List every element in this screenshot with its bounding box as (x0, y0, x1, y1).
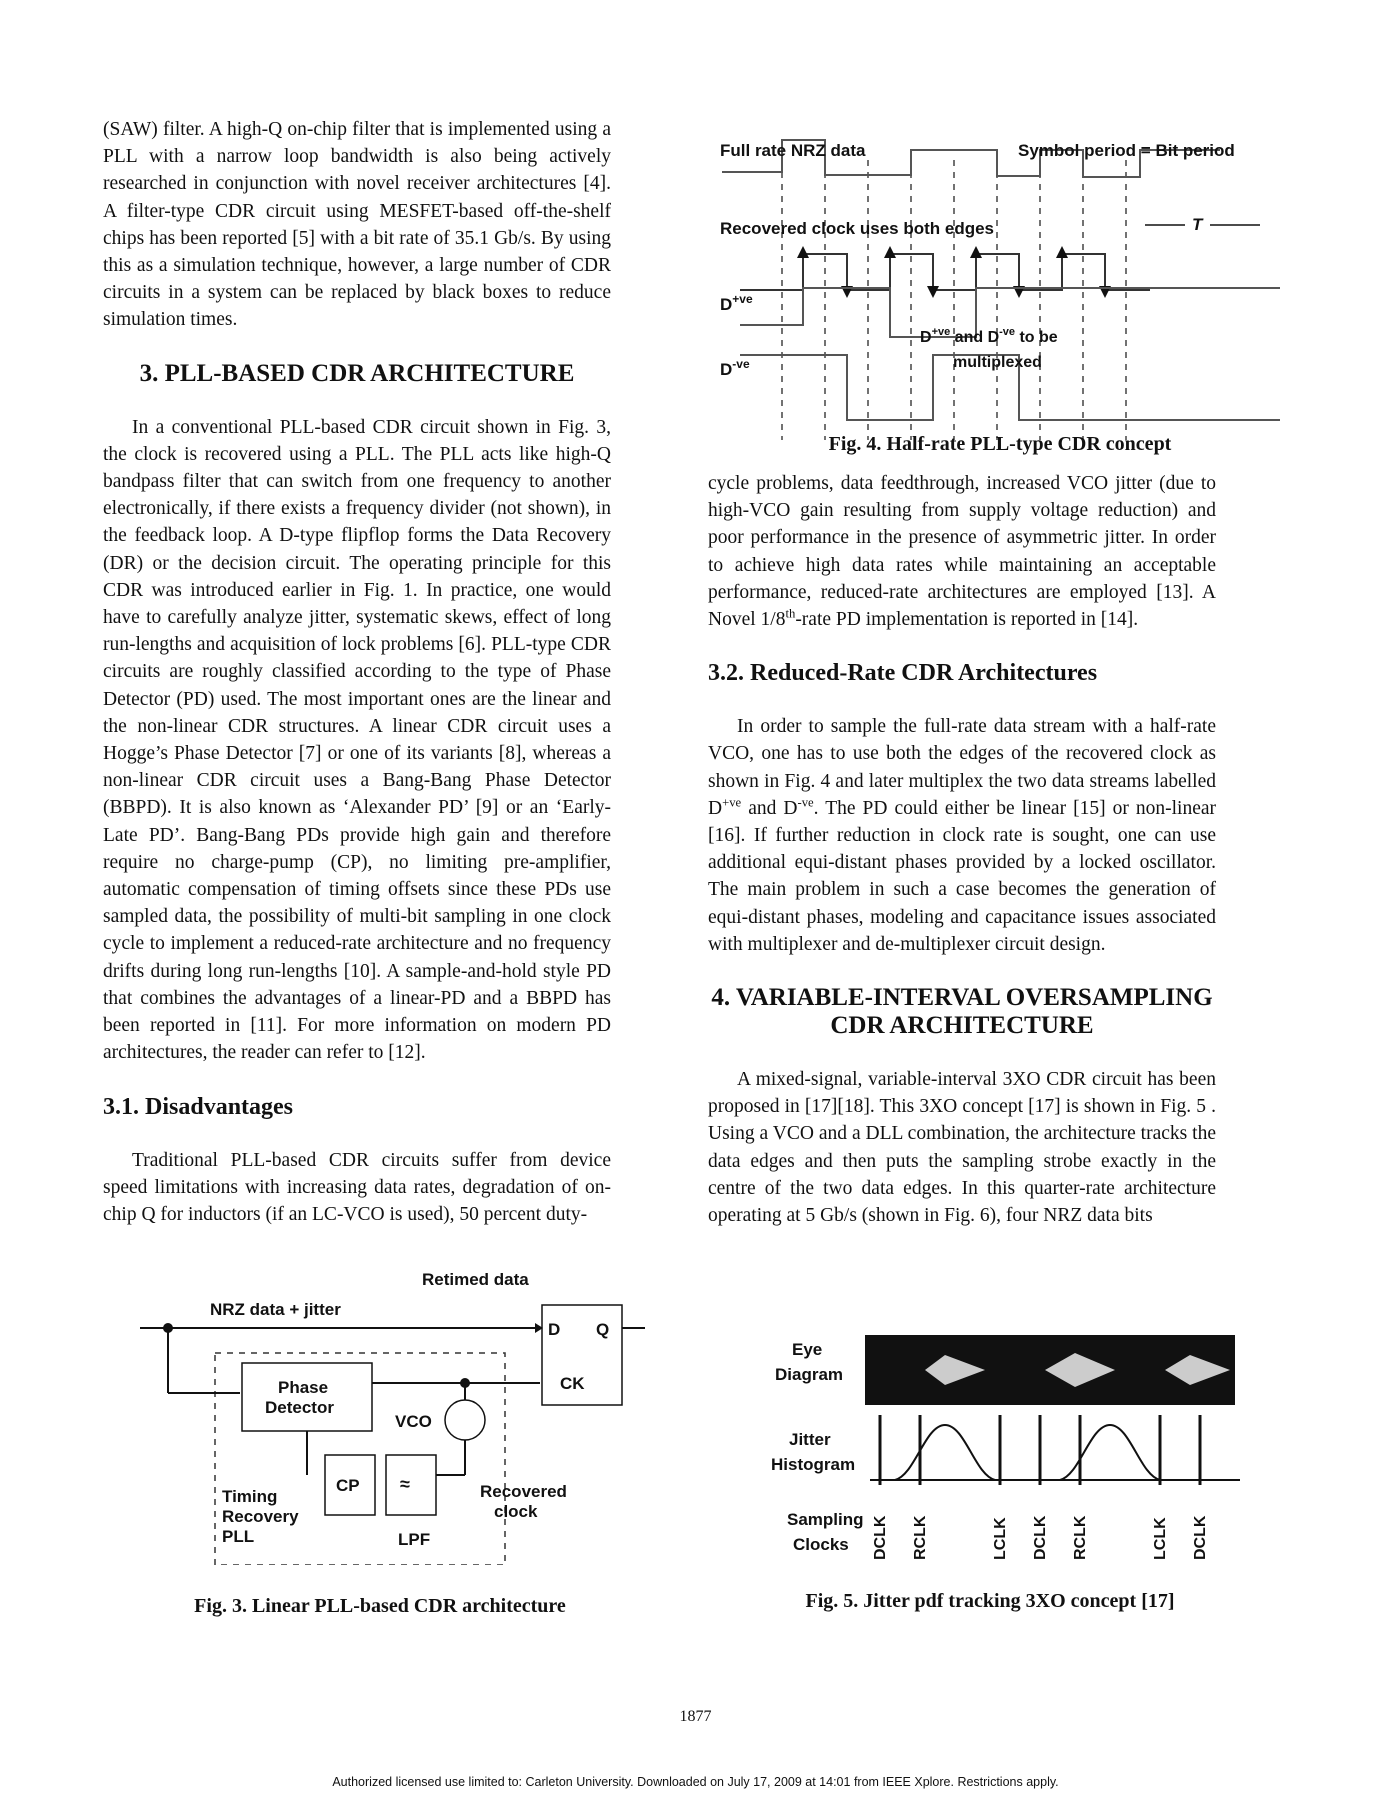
phase-detector-block (242, 1363, 372, 1431)
left-column (103, 116, 611, 1228)
sampling-clock-label: DCLK (1032, 1515, 1049, 1560)
sampling-clock-label: RCLK (912, 1515, 929, 1560)
svg-text:D: D (548, 1320, 561, 1339)
lpf-block (386, 1455, 436, 1515)
fig4-period-label: T (1192, 215, 1203, 234)
figure-5-caption: Fig. 5. Jitter pdf tracking 3XO concept [17] (805, 1590, 1175, 1612)
bit-boundary-gridlines (782, 160, 1126, 440)
svg-text:Jitter: Jitter (789, 1430, 831, 1449)
svg-text:Recovery: Recovery (222, 1507, 299, 1526)
intro-paragraph: (SAW) filter. A high-Q on-chip filter that is implemented using a PLL with a narrow loop bandwidth is also being actively researched in conjunction with novel receiver architectures [4]. A filter-type CDR circuit using MESFET-based off-the-shelf chips has been reported [5] with a bit rate of 35.1 Gb/s. By using this as a simulation technique, however, a large number of CDR circuits in a system can be replaced by black boxes to reduce simulation times. (103, 119, 611, 331)
svg-text:LPF: LPF (398, 1530, 431, 1549)
sampling-clock-label: LCLK (1152, 1517, 1169, 1560)
svg-text:CK: CK (560, 1374, 585, 1393)
right-column (708, 470, 1216, 1229)
svg-text:Detector: Detector (265, 1398, 334, 1417)
svg-text:clock: clock (494, 1502, 538, 1521)
figure-3-block-diagram (130, 1265, 650, 1565)
license-footer: Authorized licensed use limited to: Carleton University. Downloaded on July 17, 2009 at 14:01 from IEEE Xplore. Restrictions apply. (332, 1775, 1059, 1789)
fig4-dpos-label: $D^{+ve}$ (720, 292, 753, 314)
section-4-paragraph: A mixed-signal, variable-interval 3XO CDR circuit has been proposed in [17][18]. This 3XO concept [17] is shown in Fig. 5 . Using a VCO and a DLL combination, the architecture tracks the data edges and then puts the sampling strobe exactly in the centre of the two data edges. In this quarter-rate architecture operating at 5 Gb/s (shown in Fig. 6), four NRZ data bits (708, 1069, 1216, 1227)
fig4-mux-label-line2: multiplexed (953, 354, 1042, 371)
fig4-clock-label: Recovered clock uses both edges (720, 219, 994, 238)
svg-text:Eye: Eye (792, 1340, 823, 1359)
svg-text:Q: Q (596, 1320, 610, 1339)
svg-text:Sampling: Sampling (787, 1510, 864, 1529)
sampling-clock-labels (872, 1515, 1209, 1560)
input-label: NRZ data + jitter (210, 1300, 341, 1319)
svg-text:Diagram: Diagram (775, 1365, 844, 1384)
subsection-3-1-paragraph: Traditional PLL-based CDR circuits suffer from device speed limitations with increasing data rates, degradation of on-chip Q for inductors (if an LC-VCO is used), 50 percent duty- (103, 1149, 611, 1225)
figure-3-caption: Fig. 3. Linear PLL-based CDR architecture (194, 1595, 566, 1617)
subsection-3-1-heading: 3.1. Disadvantages (103, 1093, 294, 1120)
recovered-clock-waveform (740, 254, 1150, 290)
svg-text:Recovered: Recovered (480, 1482, 567, 1501)
svg-text:Timing: Timing (222, 1487, 278, 1506)
svg-text:VCO: VCO (395, 1412, 432, 1431)
svg-text:Clocks: Clocks (793, 1535, 849, 1554)
sampling-clock-label: DCLK (1192, 1515, 1209, 1560)
sampling-clock-label: RCLK (1072, 1515, 1089, 1560)
filter-icon: ≈ (400, 1474, 410, 1494)
retimed-data-label: Retimed data (422, 1270, 529, 1289)
fig4-symbol-label: Symbol period = Bit period (1018, 141, 1235, 160)
section-3-heading: 3. PLL-BASED CDR ARCHITECTURE (139, 359, 575, 387)
svg-text:Histogram: Histogram (771, 1455, 856, 1474)
continuation-paragraph: cycle problems, data feedthrough, increased VCO jitter (due to high-VCO gain resulting from supply voltage reduction) and poor performance in the presence of asymmetric jitter. In order to achieve high data rates while maintaining an acceptable performance, reduced-rate architectures are employed [13]. A Novel 1/8th-rate PD implementation is reported in [14]. (708, 473, 1216, 631)
figure-4-timing-diagram (720, 120, 1280, 440)
histogram-curves (895, 1425, 1160, 1480)
sampling-clock-label: DCLK (872, 1515, 889, 1560)
subsection-3-2-paragraph: In order to sample the full-rate data stream with a half-rate VCO, one has to use both the edges of the recovered clock as shown in Fig. 4 and later multiplex the two data streams labelled $D^{+ve}$ and $D^{-ve}$. The PD could either be linear [15] or non-linear [16]. If further reduction in clock rate is sought, one can use additional equi-distant phases provided by a locked oscillator. The main problem in such a case becomes the generation of equi-distant phases, modeling and capacitance issues associated with multiplexer and de-multiplexer circuit design. (708, 716, 1216, 955)
fig4-data-label: Full rate NRZ data (720, 141, 866, 160)
svg-text:Phase: Phase (278, 1378, 329, 1397)
page-number: 1877 (679, 1708, 712, 1725)
sampling-clock-label: LCLK (992, 1517, 1009, 1560)
figure-5-jitter-concept (745, 1325, 1265, 1575)
fig4-mux-label: $D^{+ve}$ and $D^{-ve}$ to be (920, 326, 1058, 346)
figure-4-caption: Fig. 4. Half-rate PLL-type CDR concept (828, 433, 1172, 455)
svg-text:CP: CP (336, 1476, 360, 1495)
svg-text:PLL: PLL (222, 1527, 255, 1546)
fig4-dneg-label: $D^{-ve}$ (720, 357, 750, 379)
section-3-paragraph: In a conventional PLL-based CDR circuit shown in Fig. 3, the clock is recovered using a PLL. The PLL acts like high-Q bandpass filter that can switch from one frequency to another electronically, if there exists a frequency divider (not shown), in the feedback loop. A D-type flipflop forms the Data Recovery (DR) or the decision circuit. The operating principle for this CDR was introduced earlier in Fig. 1. In practice, one would have to carefully analyze jitter, systematic skews, effect of long run-lengths and acquisition of lock problems [6]. PLL-type CDR circuits are roughly classified according to the type of Phase Detector (PD) used. The most important ones are the linear and the non-linear CDR structures. A linear CDR circuit uses a Hogge’s Phase Detector [7] or one of its variants [8], whereas a non-linear CDR circuit uses a Bang-Bang Phase Detector (BBPD). It is also known as ‘Alexander PD’ [9] or an ‘Early-Late PD’. Bang-Bang PDs provide high gain and therefore require no charge-pump (CP), no limiting pre-amplifier, automatic compensation of timing offsets since these PDs use sampled data, the possibility of multi-bit sampling in one clock cycle to implement a reduced-rate architecture and no frequency drifts during long run-lengths [10]. A sample-and-hold style PD that combines the advantages of a linear-PD and a BBPD has been reported in [11]. For more information on modern PD architectures, the reader can refer to [12]. (103, 416, 611, 1064)
subsection-3-2-heading: 3.2. Reduced-Rate CDR Architectures (708, 660, 1098, 687)
vco-symbol (445, 1400, 485, 1440)
section-4-heading: 4. VARIABLE-INTERVAL OVERSAMPLING CDR ARCHITECTURE (711, 984, 1213, 1040)
